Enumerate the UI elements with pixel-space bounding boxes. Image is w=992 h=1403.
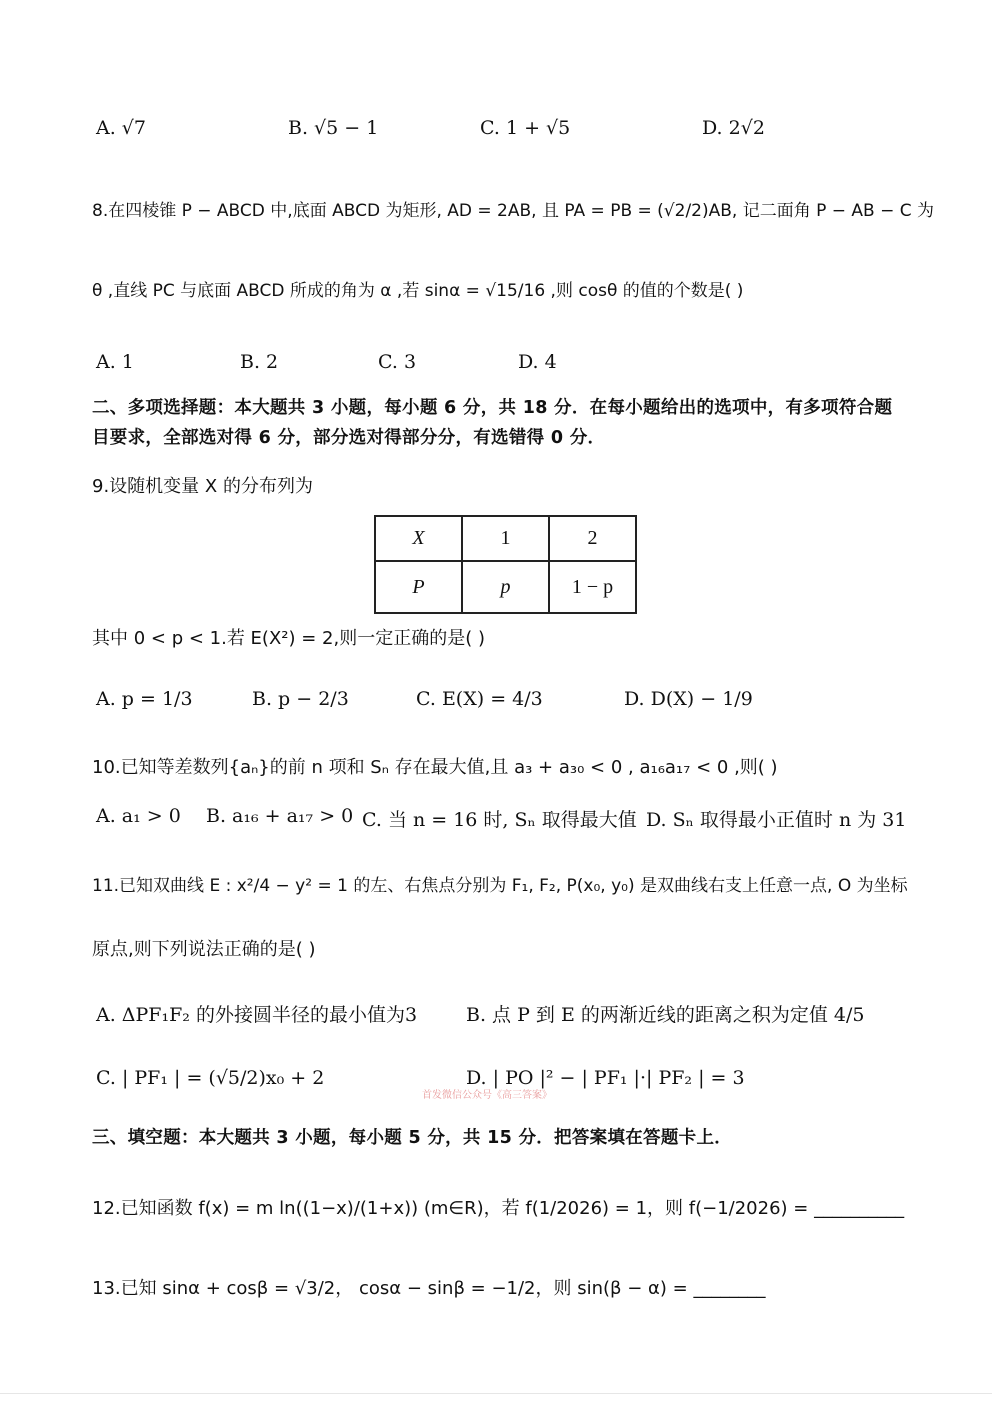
table-cell: X bbox=[375, 516, 462, 561]
q8-option-a: A. 1 bbox=[96, 351, 134, 373]
q9-option-a: A. p = 1/3 bbox=[96, 688, 193, 710]
page-bottom-divider bbox=[0, 1393, 992, 1394]
q7-option-b: B. √5 − 1 bbox=[288, 117, 379, 139]
q7-option-d: D. 2√2 bbox=[702, 117, 765, 139]
q9-stem: 9.设随机变量 X 的分布列为 bbox=[92, 476, 313, 497]
table-cell: 2 bbox=[549, 516, 636, 561]
q11-line1: 11.已知双曲线 E : x²/4 − y² = 1 的左、右焦点分别为 F₁, F₂, P(x₀, y₀) 是双曲线右支上任意一点, O 为坐标 bbox=[92, 876, 908, 896]
section2-heading-line1: 二、多项选择题：本大题共 3 小题，每小题 6 分，共 18 分．在每小题给出的选项中，有多项符合题 bbox=[92, 398, 893, 418]
q8-option-b: B. 2 bbox=[240, 351, 279, 373]
q8-line1: 8.在四棱锥 P − ABCD 中,底面 ABCD 为矩形, AD = 2AB, 且 PA = PB = (√2/2)AB, 记二面角 P − AB − C 为 bbox=[92, 201, 935, 221]
q9-option-c: C. E(X) = 4/3 bbox=[416, 688, 543, 710]
table-cell: P bbox=[375, 561, 462, 613]
q13-text: 13.已知 sinα + cosβ = √3/2， cosα − sinβ = −1/2，则 sin(β − α) = ________ bbox=[92, 1278, 766, 1299]
q9-option-d: D. D(X) − 1/9 bbox=[624, 688, 753, 710]
q7-option-a: A. √7 bbox=[96, 117, 146, 139]
q8-option-c: C. 3 bbox=[378, 351, 417, 373]
q10-option-b: B. a₁₆ + a₁₇ > 0 bbox=[206, 805, 354, 827]
section2-heading-line2: 目要求，全部选对得 6 分，部分选对得部分分，有选错得 0 分． bbox=[92, 428, 606, 448]
watermark: 首发微信公众号《高三答案》 bbox=[422, 1090, 552, 1101]
q10-stem: 10.已知等差数列{aₙ}的前 n 项和 Sₙ 存在最大值,且 a₃ + a₃₀ < 0 , a₁₆a₁₇ < 0 ,则( ) bbox=[92, 757, 778, 778]
section3-heading: 三、填空题：本大题共 3 小题，每小题 5 分，共 15 分．把答案填在答题卡上． bbox=[92, 1128, 733, 1148]
q11-line2: 原点,则下列说法正确的是( ) bbox=[92, 939, 316, 960]
q8-line2: θ ,直线 PC 与底面 ABCD 所成的角为 α ,若 sinα = √15/16 ,则 cosθ 的值的个数是( ) bbox=[92, 281, 744, 301]
q12-text: 12.已知函数 f(x) = m ln((1−x)/(1+x)) (m∈R)，若 f(1/2026) = 1，则 f(−1/2026) = __________ bbox=[92, 1198, 905, 1219]
q11-option-a: A. ΔPF₁F₂ 的外接圆半径的最小值为3 bbox=[96, 1004, 418, 1026]
q11-option-c: C. | PF₁ | = (√5/2)x₀ + 2 bbox=[96, 1067, 325, 1089]
distribution-table bbox=[374, 515, 637, 614]
q11-option-b: B. 点 P 到 E 的两渐近线的距离之积为定值 4/5 bbox=[466, 1004, 865, 1026]
q9-condition: 其中 0 < p < 1.若 E(X²) = 2,则一定正确的是( ) bbox=[92, 628, 485, 649]
q7-option-c: C. 1 + √5 bbox=[480, 117, 571, 139]
table-cell: 1 − p bbox=[549, 561, 636, 613]
q9-option-b: B. p − 2/3 bbox=[252, 688, 349, 710]
q11-option-d: D. | PO |² − | PF₁ |·| PF₂ | = 3 bbox=[466, 1067, 745, 1089]
q10-option-c: C. 当 n = 16 时, Sₙ 取得最大值 bbox=[362, 809, 637, 831]
table-cell: 1 bbox=[462, 516, 549, 561]
q10-option-d: D. Sₙ 取得最小正值时 n 为 31 bbox=[646, 809, 907, 831]
table-row bbox=[375, 561, 636, 613]
table-row bbox=[375, 516, 636, 561]
q8-option-d: D. 4 bbox=[518, 351, 557, 373]
q10-option-a: A. a₁ > 0 bbox=[96, 805, 181, 827]
table-cell: p bbox=[462, 561, 549, 613]
